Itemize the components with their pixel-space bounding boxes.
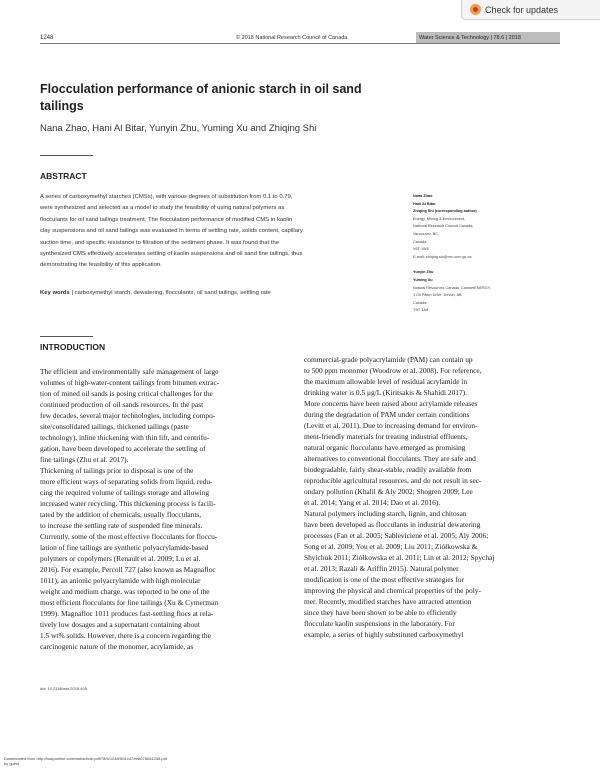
- body-line: processes (Fan et al. 2005; Sableviciene et al. 2005; Aly 2006;: [304, 531, 489, 540]
- abstract-rule: [40, 155, 93, 156]
- body-column-left: [40, 366, 298, 652]
- body-line: since they have been shown to be able to efficiently: [304, 608, 457, 617]
- affiliation-group-2: [413, 269, 563, 315]
- body-line: few decades, several major technologies, including compo-: [40, 411, 216, 420]
- body-line: cing the required volume of tailings storage and allowing: [40, 488, 210, 497]
- body-line: site/consolidated tailings, thickened tailings (paste: [40, 422, 189, 431]
- affiliation-line: V6T 1W5: [413, 247, 429, 252]
- crossmark-icon: [470, 4, 481, 15]
- body-line: et al. 2014; Yang et al. 2014; Dao et al. 2016).: [304, 498, 441, 507]
- body-line: more efficient ways of separating solids from liquid, redu-: [40, 477, 213, 486]
- body-line: 2016). For example, Percoll 727 (also known as Magnafloc: [40, 565, 216, 574]
- affiliations: [413, 193, 563, 315]
- abstract-heading: ABSTRACT: [40, 171, 87, 181]
- introduction-rule: [40, 336, 93, 337]
- affiliation-line: Canada: [413, 239, 427, 244]
- body-line: increased water recycling. This thickening process is facili-: [40, 499, 216, 508]
- header-copyright: © 2018 National Research Council of Canada: [236, 35, 348, 41]
- affiliation-line: Hani Al Bitar: [413, 201, 436, 206]
- body-line: 1.5 wt% solids. However, there is a concern regarding the: [40, 631, 211, 640]
- affiliation-line: Nana Zhao: [413, 194, 433, 198]
- body-line: The efficient and environmentally safe management of large: [40, 367, 219, 376]
- body-line: tated by the addition of chemicals, usually flocculants,: [40, 510, 202, 519]
- body-line: drinking water is 0.5 μg/L (Kiritsakis & Shahidi 2017).: [304, 388, 467, 397]
- abstract-line: demonstrating the feasibility of this application.: [40, 262, 162, 269]
- body-line: weight and medium charge, was reported to be one of the: [40, 587, 210, 596]
- body-line: (Levitt et al. 2011). Due to increasing demand for environ-: [304, 421, 478, 430]
- body-line: volumes of high-water-content tailings from bitumen extrac-: [40, 378, 220, 387]
- body-line: during the degradation of PAM under certain conditions: [304, 410, 470, 419]
- check-for-updates-button[interactable]: [461, 0, 600, 20]
- keywords-label: Key words: [40, 290, 70, 296]
- body-line: mer. Recently, modified starches have attracted attention: [304, 597, 472, 606]
- body-line: lation of fine tailings are synthetic polyacrylamide-based: [40, 543, 209, 552]
- body-column-right: [304, 354, 562, 640]
- affiliation-email[interactable]: E-mail: zhiqing.shi@nrc-cnrc.gc.ca: [413, 254, 472, 259]
- affiliation-line: Natural Resources Canada, CanmetENERGY,: [413, 285, 491, 290]
- body-line: biodegradable, fairly shear-stable, readily available from: [304, 465, 472, 474]
- body-line: natural organic flocculants have emerged as promising: [304, 443, 466, 452]
- download-line: Downloaded from http://iwaponline.com/wst/article-pdf/78/6/1248/504447/wst078061248.pdf: [4, 756, 167, 761]
- body-line: gation, have been developed to accelerate the settling of: [40, 444, 206, 453]
- body-line: 1999). Magnafloc 1011 produces fast-settling flocs at rela-: [40, 609, 214, 618]
- affiliation-line: Energy, Mining & Environment,: [413, 216, 466, 221]
- header-journal: Water Science & Technology | 78.6 | 2018: [416, 32, 560, 44]
- body-line: polymers or copolymers (Renault et al. 2009; Lu et al.: [40, 554, 201, 563]
- affiliation-line: T9G 1A8: [413, 308, 429, 313]
- abstract-body: [40, 192, 390, 272]
- body-line: modification is one of the most effective strategies for: [304, 575, 464, 584]
- affiliation-line: Yuming Xu: [413, 277, 433, 282]
- body-line: Shyichuk 2011; Ziółkowska et al. 2011; Lin et al. 2012; Spychaj: [304, 553, 495, 562]
- header-rule: [40, 43, 560, 44]
- body-line: et al. 2013; Razali & Ariffin 2015). Natural polymer: [304, 564, 459, 573]
- abstract-line: clay suspensions and oil sand tailings was evaluated in terms of settling rate, solids content, capillary: [40, 228, 303, 235]
- body-line: 1011), an anionic polyacrylamide with high molecular: [40, 576, 201, 585]
- title-line: Flocculation performance of anionic starch in oil sand: [40, 82, 362, 96]
- abstract-line: suction time, and specific resistance to filtration of the sediment phase. It was found that the: [40, 239, 280, 246]
- abstract-line: were synthesized and selected as a model to study the feasibility of using natural polymers as: [40, 205, 285, 212]
- body-line: have been developed as flocculants in industrial dewatering: [304, 520, 481, 529]
- body-line: commercial-grade polyacrylamide (PAM) can contain up: [304, 355, 473, 364]
- affiliation-line: Yunyin Zhu: [413, 270, 434, 275]
- body-line: technology), inline thickening with thin lift, and centrifu-: [40, 433, 210, 442]
- title-line: tailings: [40, 99, 84, 113]
- body-line: Thickening of tailings prior to disposal is one of the: [40, 466, 194, 475]
- affiliation-line: Zhiqing Shi (corresponding author): [413, 209, 477, 214]
- keywords-list: | carboxymethyl starch, dewatering, flocculants, oil sand tailings, settling rate: [71, 290, 271, 296]
- abstract-line: A series of carboxymethyl starches (CMSs), with various degrees of substitution from 0.1 to 0.79,: [40, 194, 293, 200]
- body-line: continued production of oil sands resources. In the past: [40, 400, 204, 409]
- affiliation-line: National Research Council Canada,: [413, 224, 474, 229]
- body-line: improving the physical and chemical properties of the poly-: [304, 586, 481, 595]
- abstract-line: flocculants for oil sand tailings treatment. The flocculation performance of modified CMS in kaolin: [40, 216, 293, 223]
- introduction-heading: INTRODUCTION: [40, 342, 106, 352]
- keywords: [40, 290, 271, 296]
- body-line: More concerns have been raised about acrylamide releases: [304, 399, 478, 408]
- body-line: flocculate kaolin suspensions in the laboratory. For: [304, 619, 455, 628]
- body-line: Currently, some of the most effective flocculants for floccu-: [40, 532, 218, 541]
- abstract-line: synthesized CMS effectively accelerates settling of kaolin suspensions and oil sand fine tailings, thus: [40, 251, 303, 258]
- body-line: to 500 ppm monomer (Woodrow et al. 2008). For reference,: [304, 366, 482, 375]
- body-line: Song et al. 2009; You et al. 2009; Liu 2011; Ziółkowska &: [304, 542, 478, 551]
- body-line: Natural polymers including starch, lignin, and chitosan: [304, 509, 467, 518]
- body-line: tion of mined oil sands is posing critical challenges for the: [40, 389, 213, 398]
- body-line: tively low dosages and a supernatant containing about: [40, 620, 200, 629]
- article-title: [40, 81, 420, 115]
- affiliation-line: 1 Oil Patch Drive, Devon, AB,: [413, 293, 463, 298]
- authors: Nana Zhao, Hani Al Bitar, Yunyin Zhu, Yuming Xu and Zhiqing Shi: [40, 123, 317, 134]
- body-line: fine tailings (Zhu et al. 2017).: [40, 455, 129, 464]
- body-line: to increase the settling rate of suspended fine minerals.: [40, 521, 203, 530]
- affiliation-line: Canada: [413, 300, 427, 305]
- page-number: 1248: [40, 35, 54, 41]
- body-line: reproducible agricultural resources, and do not result in sec-: [304, 476, 482, 485]
- affiliation-group-1: [413, 193, 563, 261]
- check-for-updates-label: Check for updates: [485, 4, 559, 15]
- doi[interactable]: doi: 10.2166/wst.2018.405: [40, 686, 87, 691]
- body-line: the maximum allowable level of residual acrylamide in: [304, 377, 468, 386]
- download-notice: [4, 756, 167, 766]
- body-line: ondary pollution (Khalil & Aly 2002; Shogren 2009; Lee: [304, 487, 473, 496]
- body-line: most efficient flocculants for fine tailings (Xu & Cymerman: [40, 598, 219, 607]
- body-line: carcinogenic nature of the monomer, acrylamide, as: [40, 642, 194, 651]
- body-line: ment-friendly materials for treating industrial effluents,: [304, 432, 468, 441]
- body-line: example, a series of highly substituted carboxymethyl: [304, 630, 464, 639]
- download-line: by guest: [4, 761, 20, 766]
- affiliation-line: Vancouver, BC,: [413, 231, 440, 236]
- body-line: alternatives to conventional flocculants. They are safe and: [304, 454, 476, 463]
